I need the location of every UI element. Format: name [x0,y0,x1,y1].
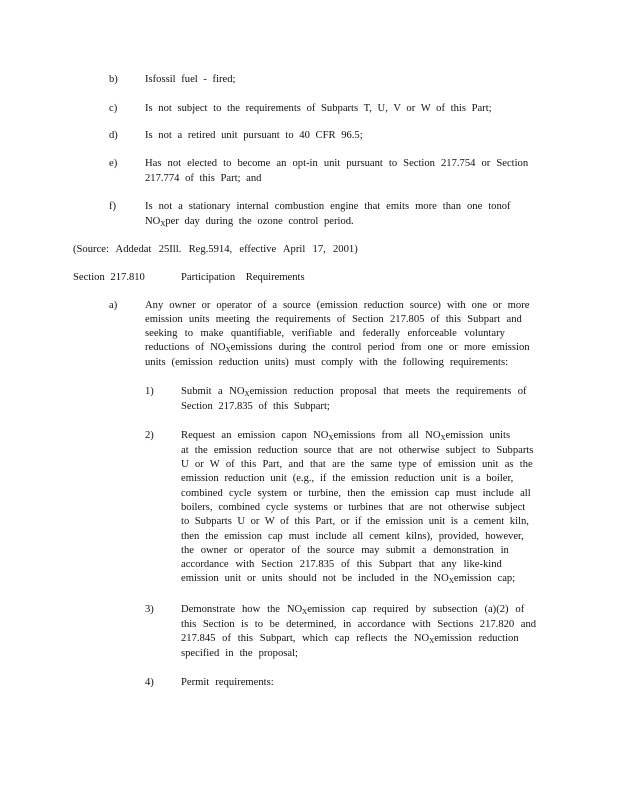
item-1-label: 1) [145,386,154,397]
item-2-line5: combined cycle system or turbine, then the emission cap must include all [181,488,531,499]
item-a-label: a) [109,300,118,311]
item-2-line8: then the emission cap must include all cement kilns), provided, however, [181,531,524,542]
item-a-line2: emission units meeting the requirements of Section 217.805 of this Subpart and [145,314,522,325]
item-a-line1: Any owner or operator of a source (emission reduction source) with one or more [145,300,530,311]
item-2-line3: U or W of this Part, and that are the same type of emission unit as the [181,459,533,470]
list-item-f-line2: $NO_Xper$ day during the ozone control period. [145,216,354,228]
item-1-line2: Section 217.835 of this Subpart; [181,401,330,412]
item-3-line4: specified in the proposal; [181,648,298,659]
section-number: Section 217.810 [73,272,145,283]
list-label-e: e) [109,158,118,169]
item-2-line1: Request an emission capon $NO_Xemissions$ from all $NO_Xemission$ units [181,430,511,442]
list-item-c-text: Is not subject to the requirements of Subparts T, U, V or W of this Part; [145,103,492,114]
item-1-line1: Submit a $NO_Xemission$ reduction proposal that meets the requirements of [181,386,527,398]
item-3-line3: 217.845 of this Subpart, which cap reflects the $NO_Xemission$ reduction [181,633,519,645]
list-label-b: b) [109,74,118,85]
item-2-line9: the owner or operator of the source may submit a demonstration in [181,545,509,556]
item-4-text: Permit requirements: [181,677,274,688]
item-2-label: 2) [145,430,154,441]
item-a-line4: reductions of $NO_Xemissions$ during the control period from one or more emission [145,342,530,354]
item-4-label: 4) [145,677,154,688]
item-2-line4: emission reduction unit (e.g., if the emission reduction unit is a boiler, [181,473,514,484]
list-item-f-line1: Is not a stationary internal combustion engine that emits more than one tonof [145,201,511,212]
list-label-f: f) [109,201,117,212]
item-a-line3: seeking to make quantifiable, verifiable and federally enforceable voluntary [145,328,505,339]
list-label-c: c) [109,103,118,114]
item-3-label: 3) [145,604,154,615]
list-item-d-text: Is not a retired unit pursuant to 40 CFR 96.5; [145,130,363,141]
section-title: Participation Requirements [181,272,305,283]
list-label-d: d) [109,130,118,141]
item-3-line2: this Section is to be determined, in accordance with Sections 217.820 and [181,619,537,630]
list-item-e-line2: 217.774 of this Part; and [145,173,262,184]
source-note: (Source: Addedat 25Ill. Reg.5914, effective April 17, 2001) [73,244,358,255]
item-2-line11: emission unit or units should not be included in the $NO_Xemission$ cap; [181,573,516,585]
item-2-line6: boilers, combined cycle systems or turbines that are not otherwise subject [181,502,526,513]
list-item-b-text: Isfossil fuel - fired; [145,74,236,85]
list-item-e-line1: Has not elected to become an opt-in unit pursuant to Section 217.754 or Section [145,158,529,169]
item-2-line10: accordance with Section 217.835 of this Subpart that any like-kind [181,559,502,570]
item-3-line1: Demonstrate how the $NO_Xemission$ cap required by subsection (a)(2) of [181,604,525,616]
item-2-line7: to Subparts U or W of this Part, or if the emission unit is a cement kiln, [181,516,529,527]
item-a-line5: units (emission reduction units) must comply with the following requirements: [145,357,509,368]
item-2-line2: at the emission reduction source that are not otherwise subject to Subparts [181,445,534,456]
